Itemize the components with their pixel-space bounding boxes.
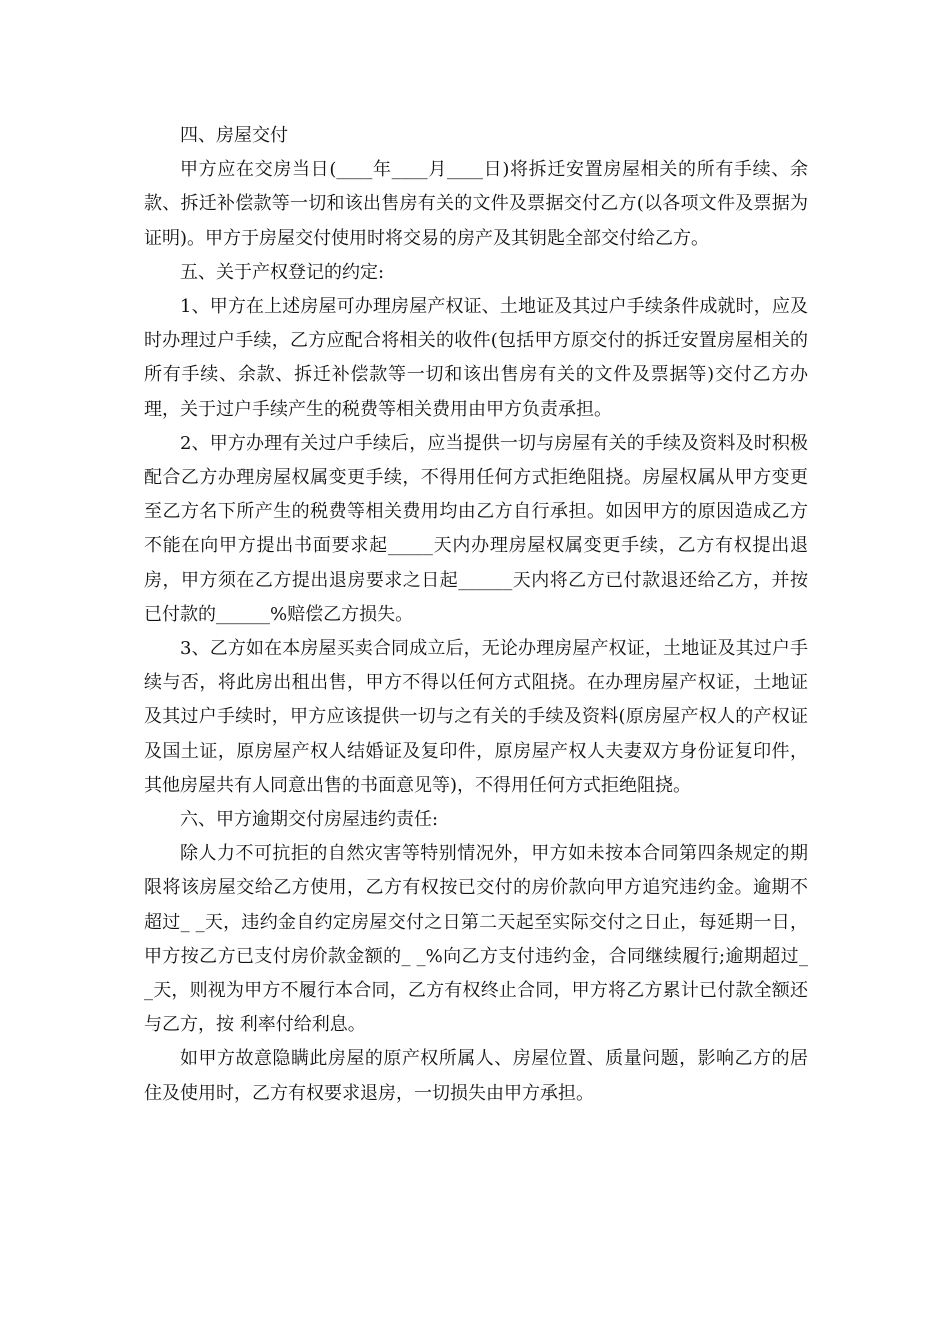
section-heading-property-registration: 五、关于产权登记的约定: — [180, 261, 385, 283]
paragraph-delivery-terms: 甲方应在交房当日(____年____月____日)将拆迁安置房屋相关的所有手续、余款、拆迁补偿款等一切和该出售房有关的文件及票据交付乙方(以各项文件及票据为证明)。甲方于房屋交付使用时将交易的房产及其钥匙全部交付给乙方。 — [144, 159, 808, 249]
section-heading-delivery: 四、房屋交付 — [180, 125, 288, 146]
paragraph-concealment-liability: 如甲方故意隐瞒此房屋的原产权所属人、房屋位置、质量问题，影响乙方的居住及使用时，乙方有权要求退房，一切损失由甲方承担。 — [144, 1048, 808, 1104]
paragraph-registration-clause-2: 2、甲方办理有关过户手续后，应当提供一切与房屋有关的手续及资料及时积极配合乙方办理房屋权属变更手续，不得用任何方式拒绝阻挠。房屋权属从甲方变更至乙方名下所产生的税费等相关费用均由乙方自行承担。如因甲方的原因造成乙方不能在向甲方提出书面要求起_____天内办理房屋权属变更手续，乙方有权提出退房，甲方须在乙方提出退房要求之日起______天内将乙方已付款退还给乙方，并按已付款的______%赔偿乙方损失。 — [144, 432, 808, 625]
paragraph-late-delivery-penalty: 除人力不可抗拒的自然灾害等特别情况外，甲方如未按本合同第四条规定的期限将该房屋交给乙方使用，乙方有权按已交付的房价款向甲方追究违约金。逾期不超过_ _天，违约金自约定房屋交付之日第二天起至实际交付之日止，每延期一日，甲方按乙方已支付房价款金额的_ _%向乙方支付违约金，合同继续履行;逾期超过_ _天，则视为甲方不履行本合同，乙方有权终止合同，甲方将乙方累计已付款全额还与乙方，按 利率付给利息。 — [144, 843, 808, 1036]
section-heading-late-delivery-liability: 六、甲方逾期交付房屋违约责任: — [180, 809, 439, 831]
paragraph-registration-clause-1: 1、甲方在上述房屋可办理房屋产权证、土地证及其过户手续条件成就时，应及时办理过户手续，乙方应配合将相关的收件(包括甲方原交付的拆迁安置房屋相关的所有手续、余款、拆迁补偿款等一切和该出售房有关的文件及票据等)交付乙方办理，关于过户手续产生的税费等相关费用由甲方负责承担。 — [144, 296, 808, 420]
document-page — [144, 119, 808, 1111]
paragraph-registration-clause-3: 3、乙方如在本房屋买卖合同成立后，无论办理房屋产权证，土地证及其过户手续与否，将此房出租出售，甲方不得以任何方式阻挠。在办理房屋产权证，土地证及其过户手续时，甲方应该提供一切与之有关的手续及资料(原房屋产权人的产权证及国土证，原房屋产权人结婚证及复印件，原房屋产权人夫妻双方身份证复印件，其他房屋共有人同意出售的书面意见等)，不得用任何方式拒绝阻挠。 — [144, 638, 808, 796]
